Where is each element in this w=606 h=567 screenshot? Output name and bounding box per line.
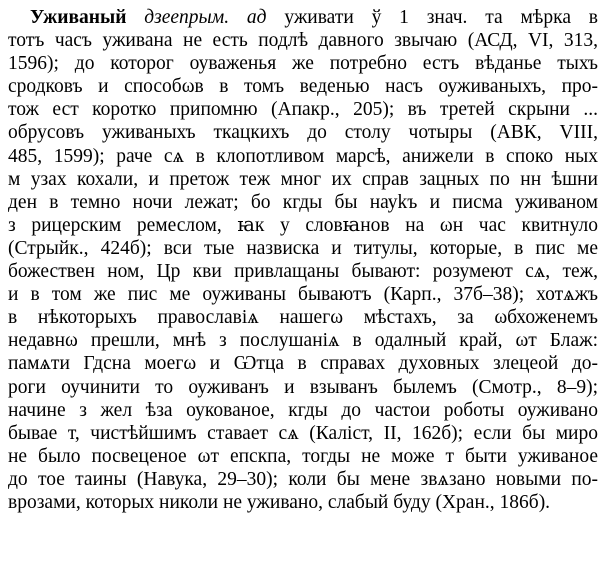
entry-line: тож ест коротко припомню (Апакр., 205); въ третей скрыни ... [8, 99, 598, 121]
entry-line: врозами, которых николи не уживано, слабый буду (Хран., 186б). [8, 491, 551, 513]
entry-line: божествен ном, Цр кви привлащаны бывают: розумеют сѧ, теж, [8, 261, 598, 283]
entry-line: не было посвеценое ωт епскпа, тогды не може т быти уживаное [8, 445, 598, 467]
entry-line: з рицерским ремеслом, ꙗк у словꙗнов на ωн час квитнуло [8, 214, 598, 236]
entry-line-text: уживати ў 1 знач. та мѣрка в [266, 7, 598, 28]
grammar-label: дзеeпрым. ад [144, 7, 267, 28]
entry-line: тотъ часъ уживана не есть подлѣ давного звычаю (АСД, VI, 313, [8, 30, 598, 52]
entry-line: до тое таины (Навука, 29–30); коли бы мене звѧзано новыми по- [8, 468, 598, 490]
entry-line: (Стрыйк., 424б); вси тые назвиска и титулы, которые, в пис ме [8, 237, 598, 259]
entry-line: начине з жел ѣза оукованое, кгды до частои роботы оуживано [8, 399, 598, 421]
entry-line: в нѣкоторыхъ православіѧ нашегω мѣстахъ, за ωбхоженемъ [8, 307, 598, 329]
entry-line: ден в темно ночи лежат; бо кгды бы науkъ и писма уживаном [8, 191, 598, 213]
entry-line: 1596); до которог оуваженья же потребно естъ вѣданье тыхъ [8, 53, 598, 75]
entry-line: м узах кохали, и претож теж мног их справ зацных по нн ѣшни [8, 168, 598, 190]
entry-line: обрусовъ уживаныхъ ткацкихъ до столу чотыры (АВК, VIII, [8, 122, 598, 144]
entry-line: 485, 1599); раче сѧ в клопотливом марсѣ, анижели в споко ных [8, 145, 598, 167]
entry-line: и в том же пис ме оуживаны бываютъ (Карп., 37б–38); хотѧжъ [8, 284, 598, 306]
entry-line: сродковъ и способωв в томъ веденью насъ оуживаныхъ, про- [8, 76, 598, 98]
entry-line: бывае т, чистѣйшимъ ставает сѧ (Каліст, II, 162б); если бы миро [8, 422, 598, 444]
entry-line [8, 6, 598, 29]
headword: Уживаный [30, 7, 127, 28]
entry-line: недавнω прешли, мнѣ з послушаніѧ в одалный край, ωт Блаж: [8, 330, 598, 352]
entry-line: памѧти Гдсна моегω и Ѡтца в справах духовных злецеой до- [8, 353, 598, 375]
entry-line: роги оучинити то оуживанъ и взыванъ былемъ (Смотр., 8–9); [8, 376, 598, 398]
